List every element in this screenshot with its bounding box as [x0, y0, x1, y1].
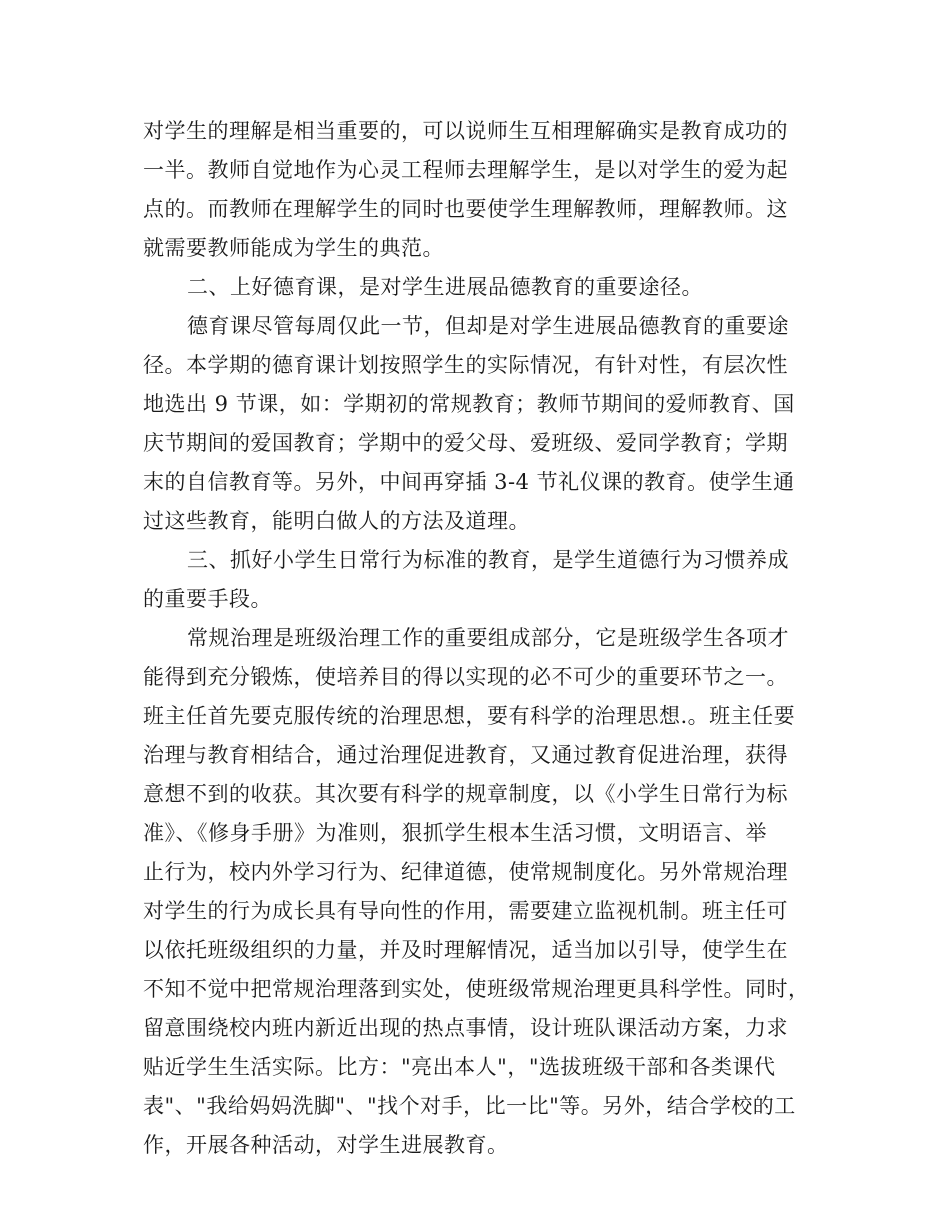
- document-body: [143, 112, 813, 1165]
- text-line: 不知不觉中把常规治理落到实处，使班级常规治理更具科学性。同时，: [143, 977, 810, 1001]
- text-line: 对学生的行为成长具有导向性的作用，需要建立监视机制。班主任可: [143, 899, 788, 923]
- text-line: 止行为，校内外学习行为、纪律道德，使常规制度化。另外常规治理: [143, 860, 788, 884]
- text-line: 表"、"我给妈妈洗脚"、"找个对手，比一比"等。另外，结合学校的工: [143, 1094, 796, 1118]
- text-line: 贴近学生生活实际。比方："亮出本人"，"选拔班级干部和各类课代: [143, 1055, 776, 1079]
- text-line: 对学生的理解是相当重要的，可以说师生互相理解确实是教育成功的: [143, 119, 788, 143]
- text-line: 二、上好德育课，是对学生进展品德教育的重要途径。: [187, 275, 703, 299]
- text-line: 三、抓好小学生日常行为标准的教育，是学生道德行为习惯养成: [187, 548, 789, 572]
- text-line: 班主任首先要克服传统的治理思想，要有科学的治理思想.。班主任要: [143, 704, 796, 728]
- text-line: 一半。教师自觉地作为心灵工程师去理解学生，是以对学生的爱为起: [143, 158, 788, 182]
- text-line: 径。本学期的德育课计划按照学生的实际情况，有针对性，有层次性: [143, 353, 788, 377]
- text-line: 常规治理是班级治理工作的重要组成部分，它是班级学生各项才: [187, 626, 789, 650]
- text-line: 点的。而教师在理解学生的同时也要使学生理解教师，理解教师。这: [143, 197, 788, 221]
- text-line: 意想不到的收获。其次要有科学的规章制度，以《小学生日常行为标: [143, 782, 788, 806]
- text-line: 地选出 9 节课，如：学期初的常规教育；教师节期间的爱师教育、国: [143, 392, 795, 416]
- text-line: 末的自信教育等。另外，中间再穿插 3-4 节礼仪课的教育。使学生通: [143, 470, 795, 494]
- text-line: 作，开展各种活动，对学生进展教育。: [143, 1133, 509, 1157]
- text-line: 能得到充分锻炼，使培养目的得以实现的必不可少的重要环节之一。: [143, 665, 788, 689]
- text-line: 留意围绕校内班内新近出现的热点事情，设计班队课活动方案，力求: [143, 1016, 788, 1040]
- text-line: 德育课尽管每周仅此一节，但却是对学生进展品德教育的重要途: [187, 314, 789, 338]
- text-line: 治理与教育相结合，通过治理促进教育，又通过教育促进治理，获得: [143, 743, 788, 767]
- text-line: 以依托班级组织的力量，并及时理解情况，适当加以引导，使学生在: [143, 938, 788, 962]
- text-line: 的重要手段。: [143, 587, 272, 611]
- text-line: 准》、《修身手册》为准则，狠抓学生根本生活习惯，文明语言、举: [143, 821, 767, 845]
- text-line: 就需要教师能成为学生的典范。: [143, 236, 444, 260]
- text-line: 过这些教育，能明白做人的方法及道理。: [143, 509, 530, 533]
- text-line: 庆节期间的爱国教育；学期中的爱父母、爱班级、爱同学教育；学期: [143, 431, 788, 455]
